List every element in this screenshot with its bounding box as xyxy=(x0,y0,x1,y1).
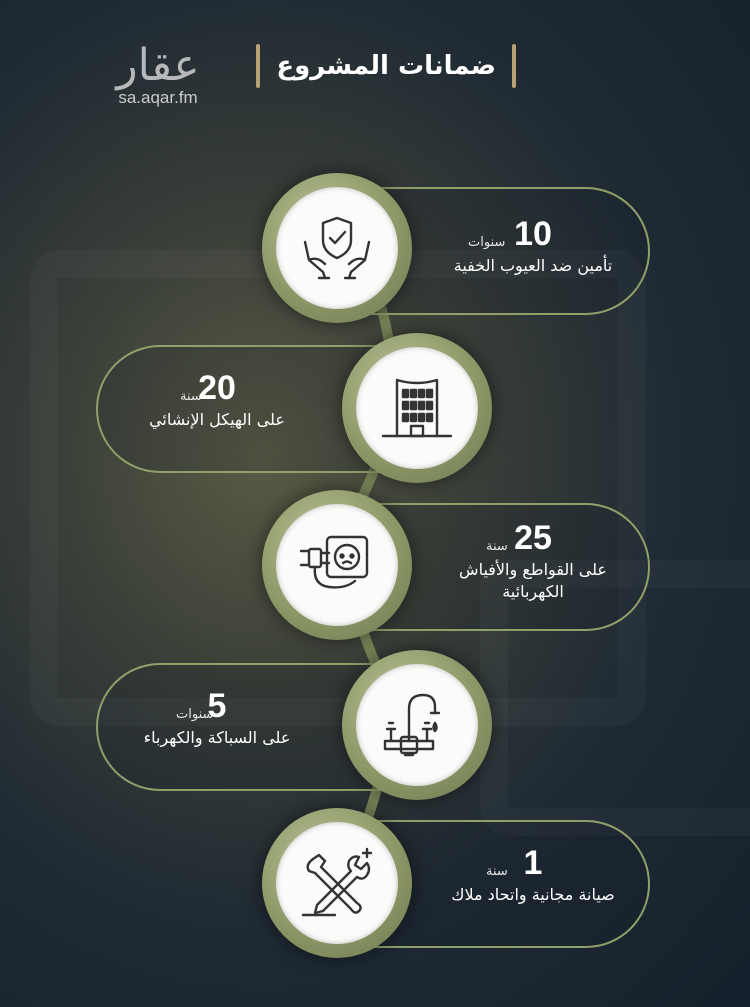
page-title: ضمانات المشروع xyxy=(276,51,496,81)
guarantee-content xyxy=(112,369,322,431)
guarantee-content xyxy=(428,519,638,603)
guarantee-unit: سنة xyxy=(486,539,508,554)
guarantee-description: صيانة مجانية واتحاد ملاك xyxy=(451,885,615,904)
guarantee-number: 5 xyxy=(207,687,227,725)
guarantee-content xyxy=(428,844,638,906)
guarantee-number: 10 xyxy=(514,215,552,253)
plug-socket-icon xyxy=(295,523,379,607)
guarantee-icon-circle-2 xyxy=(342,333,492,483)
guarantee-description: على الهيكل الإنشائي xyxy=(149,410,285,429)
guarantee-number: 1 xyxy=(523,844,543,882)
logo-url: sa.aqar.fm xyxy=(118,88,198,107)
aqar-logo xyxy=(98,40,218,108)
guarantee-number: 20 xyxy=(198,369,236,407)
hands-shield-icon xyxy=(295,206,379,290)
title-bar-left xyxy=(512,44,516,88)
faucet-icon xyxy=(375,683,459,767)
guarantee-description: تأمين ضد العيوب الخفية xyxy=(453,256,613,275)
guarantee-unit: سنوات xyxy=(468,235,506,250)
guarantee-icon-circle-3 xyxy=(262,490,412,640)
guarantee-content xyxy=(112,687,322,749)
guarantee-description: على السباكة والكهرباء xyxy=(143,728,291,747)
guarantee-unit: سنة xyxy=(486,864,508,879)
guarantee-unit: سنة xyxy=(180,389,202,404)
guarantee-icon-circle-4 xyxy=(342,650,492,800)
guarantee-content xyxy=(428,215,638,277)
tools-icon xyxy=(295,841,379,925)
building-icon xyxy=(375,366,459,450)
guarantee-unit: سنوات xyxy=(176,707,214,722)
guarantee-number: 25 xyxy=(514,519,552,557)
guarantee-description: على القواطع والأفياش xyxy=(459,560,607,579)
logo-word: عقار xyxy=(116,40,200,91)
page-header xyxy=(256,42,516,90)
guarantee-icon-circle-1 xyxy=(262,173,412,323)
guarantee-description-line-2: الكهربائية xyxy=(502,582,564,601)
guarantee-icon-circle-5 xyxy=(262,808,412,958)
